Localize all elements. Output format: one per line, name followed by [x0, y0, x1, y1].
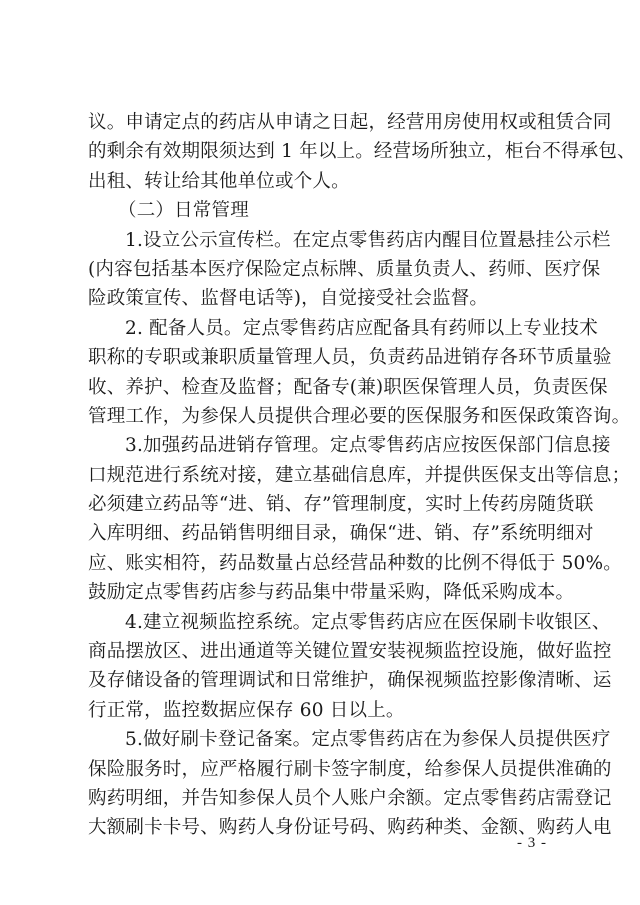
text-line: 购药明细，并告知参保人员个人账户余额。定点零售药店需登记: [88, 787, 612, 809]
text-line: 及存储设备的管理调试和日常维护，确保视频监控影像清晰、运: [88, 670, 612, 692]
text-line: (内容包括基本医疗保险定点标牌、质量负责人、药师、医疗保: [88, 258, 601, 280]
page-number: - 3 -: [517, 835, 547, 851]
text-line: 入库明细、药品销售明细目录，确保“进、销、存”系统明细对: [88, 523, 594, 545]
text-line: 必须建立药品等“进、销、存”管理制度，实时上传药房随货联: [88, 494, 594, 516]
paragraph-3-start: 3.加强药品进销存管理。定点零售药店应按医保部门信息接: [125, 435, 611, 457]
text-line: 的剩余有效期限须达到 1 年以上。经营场所独立，柜台不得承包、: [88, 141, 636, 163]
paragraph-1-start: 1.设立公示宣传栏。在定点零售药店内醒目位置悬挂公示栏: [125, 229, 611, 251]
text-line: 行正常，监控数据应保存 60 日以上。: [88, 699, 405, 721]
section-heading: （二）日常管理: [118, 200, 249, 222]
paragraph-5-start: 5.做好刷卡登记备案。定点零售药店在为参保人员提供医疗: [125, 729, 611, 751]
paragraph-2-start: 2. 配备人员。定点零售药店应配备具有药师以上专业技术: [125, 317, 598, 339]
text-line: 收、养护、检查及监督；配备专(兼)职医保管理人员，负责医保: [88, 376, 608, 398]
text-line: 出租、转让给其他单位或个人。: [88, 170, 350, 192]
text-line: 大额刷卡卡号、购药人身份证号码、购药种类、金额、购药人电: [88, 817, 612, 839]
text-line: 议。申请定点的药店从申请之日起，经营用房使用权或租赁合同: [88, 112, 612, 133]
text-line: 职称的专职或兼职质量管理人员，负责药品进销存各环节质量验: [88, 347, 612, 369]
text-line: 鼓励定点零售药店参与药品集中带量采购，降低采购成本。: [88, 582, 575, 604]
text-line: 口规范进行系统对接，建立基础信息库，并提供医保支出等信息；: [88, 464, 631, 486]
paragraph-4-start: 4.建立视频监控系统。定点零售药店应在医保刷卡收银区、: [125, 611, 611, 633]
text-line: 险政策宣传、监督电话等)，自觉接受社会监督。: [88, 288, 489, 310]
text-line: 保险服务时，应严格履行刷卡签字制度，给参保人员提供准确的: [88, 758, 612, 780]
text-line: 应、账实相符，药品数量占总经营品种数的比例不得低于 50%。: [88, 552, 623, 574]
text-line: 商品摆放区、进出通道等关键位置安装视频监控设施，做好监控: [88, 641, 612, 663]
body-text: [88, 108, 636, 843]
text-line: 管理工作，为参保人员提供合理必要的医保服务和医保政策咨询。: [88, 405, 631, 427]
